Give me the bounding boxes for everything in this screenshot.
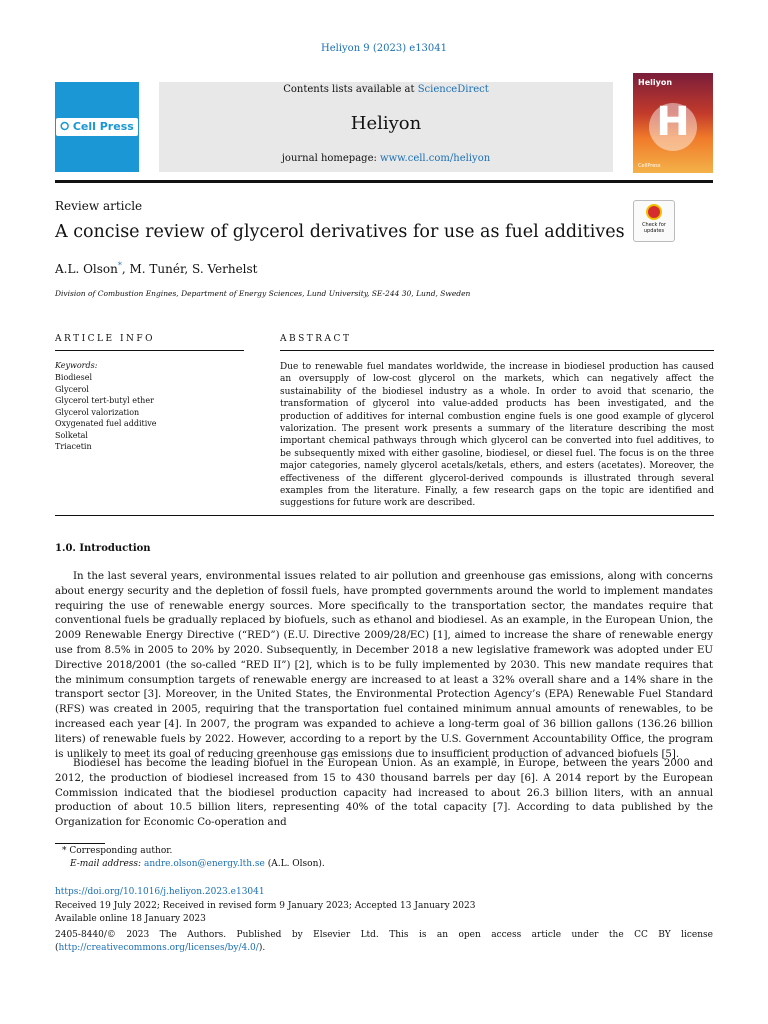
license-statement — [55, 929, 713, 954]
author-list — [55, 261, 258, 276]
intro-paragraph-1: In the last several years, environmental issues related to air pollution and greenhouse gas emissions, along with concerns about energy security and the depletion of fossil fuels, have prompted governments around the world to implement mandates requiring the use of renewable energy sources. More specifically to the transportation sector, the mandates require that conventional fuels be gradually replaced by biofuels, such as ethanol and biodiesel. As an example, in the European Union, the 2009 Renewable Energy Directive (“RED”) (E.U. Directive 2009/28/EC) [1], aimed to increase the share of renewable energy use from 8.5% in 2005 to 20% by 2020. Subsequently, in December 2018 a new legislative framework was adopted under EU Directive 2018/2001 (the so-called “RED II”) [2], which is to be fully implemented by 2030. This new mandate requires that the minimum consumption targets of renewable energy are increased to at least a 32% overall share and a 14% share in the transport sector [3]. Moreover, in the United States, the Environmental Protection Agency’s (EPA) Renewable Fuel Standard (RFS) was created in 2005, requiring that the transportation fuel contained minimum annual amounts of renewables, to be increased each year [4]. In 2007, the program was expanded to achieve a long-term goal of 36 billion gallons (136.26 billion liters) of renewable fuels by 2022. However, according to a report by the U.S. Government Accountability Office, the program is unlikely to meet its goal of reducing greenhouse gas emissions due to insufficient production of advanced biofuels [5]. — [55, 571, 713, 760]
abstract-text: Due to renewable fuel mandates worldwide, the increase in biodiesel production has caused an oversupply of low-cost glycerol on the markets, which can negatively affect the sustainability of the biodiesel industry as a whole. In order to avoid that scenario, the transformation of glycerol into value-added products has been investigated, and the production of additives for internal combustion engine fuels is one good example of glycerol valorization. The present work presents a summary of the literature describing the most important chemical pathways through which glycerol can be converted into fuel additives, to be subsequently mixed with either gasoline, biodiesel, or diesel fuel. The focus is on the three major categories, namely glycerol acetals/ketals, ethers, and esters (acetates). Moreover, the effectiveness of the different glycerol-derived compounds is illustrated through several examples from the literature. Finally, a few research gaps on the topic are identified and suggestions for future work are described. — [280, 362, 714, 509]
section-heading-introduction: 1.0. Introduction — [55, 543, 151, 554]
sciencedirect-link[interactable]: ScienceDirect — [417, 84, 489, 95]
keyword: Glycerol — [55, 384, 89, 394]
cover-title: Heliyon — [638, 78, 673, 87]
keyword: Solketal — [55, 430, 88, 440]
footnote-divider — [55, 843, 105, 844]
contents-prefix: Contents lists available at — [283, 84, 418, 95]
available-online-date: Available online 18 January 2023 — [55, 914, 206, 924]
co-authors: , M. Tunér, S. Verhelst — [121, 262, 258, 276]
abstract-heading: ABSTRACT — [280, 334, 352, 344]
journal-citation[interactable]: Heliyon 9 (2023) e13041 — [320, 43, 448, 54]
email-suffix: (A.L. Olson). — [264, 859, 325, 869]
email-line — [70, 859, 325, 869]
cover-footer: CellPress — [638, 163, 661, 169]
keyword: Triacetin — [55, 442, 92, 451]
header-divider — [55, 180, 713, 183]
license-link[interactable]: http://creativecommons.org/licenses/by/4.0/ — [58, 942, 259, 953]
homepage-line — [159, 153, 613, 164]
cellpress-logo-badge: ⭘ Cell Press — [56, 118, 138, 136]
journal-homepage-link[interactable]: www.cell.com/heliyon — [380, 153, 491, 164]
check-for-updates-button[interactable] — [633, 200, 675, 242]
corresponding-author-mark[interactable]: * — [117, 261, 122, 270]
article-type: Review article — [55, 199, 143, 213]
journal-masthead — [159, 82, 613, 172]
keyword-list — [55, 372, 157, 453]
article-title: A concise review of glycerol derivatives for use as fuel additives — [55, 222, 625, 242]
abstract-bottom-rule — [55, 515, 714, 516]
cellpress-logo — [55, 82, 139, 172]
journal-cover-image — [633, 73, 713, 173]
doi-link[interactable]: https://doi.org/10.1016/j.heliyon.2023.e13041 — [55, 887, 265, 897]
keyword: Biodiesel — [55, 373, 93, 382]
contents-line — [159, 82, 613, 96]
abstract-rule — [280, 350, 714, 351]
crossmark-label: Check for updates — [642, 222, 666, 234]
article-info-rule — [55, 350, 244, 351]
article-info-heading: ARTICLE INFO — [55, 334, 156, 344]
keyword: Glycerol tert-butyl ether — [55, 396, 154, 405]
crossmark-icon — [646, 204, 662, 220]
publisher-name: Cell Press — [72, 120, 134, 133]
corresponding-author-note: * Corresponding author. — [62, 846, 173, 856]
received-dates: Received 19 July 2022; Received in revised form 9 January 2023; Accepted 13 January 2023 — [55, 901, 476, 911]
email-label: E-mail address: — [70, 859, 144, 869]
license-prefix: 2405-8440/© 2023 The Authors. Published by Elsevier Ltd. This is an open access article under the CC BY license ( — [55, 930, 713, 953]
cover-letter: H — [656, 99, 690, 145]
author-olson[interactable]: A.L. Olson — [55, 262, 118, 276]
affiliation: Division of Combustion Engines, Department of Energy Sciences, Lund University, SE-244 30, Lund, Sweden — [55, 289, 471, 298]
author-email-link[interactable]: andre.olson@energy.lth.se — [143, 859, 265, 869]
license-suffix: ). — [258, 942, 266, 953]
keywords-label: Keywords: — [55, 361, 98, 370]
keyword: Glycerol valorization — [55, 407, 140, 417]
journal-name: Heliyon — [350, 113, 422, 134]
homepage-prefix: journal homepage: — [281, 153, 381, 164]
keyword: Oxygenated fuel additive — [55, 419, 157, 428]
intro-paragraph-2: Biodiesel has become the leading biofuel in the European Union. As an example, in Europe, between the years 2000 and 2012, the production of biodiesel increased from 15 to 430 thousand barrels per day [6]. A 2014 report by the European Commission indicated that the biodiesel production capacity had increased to about 26.3 billion liters, with an annual production of about 10.5 billion liters, representing 40% of the total capacity [7]. According to data published by the Organization for Economic Co-operation and — [55, 758, 713, 829]
